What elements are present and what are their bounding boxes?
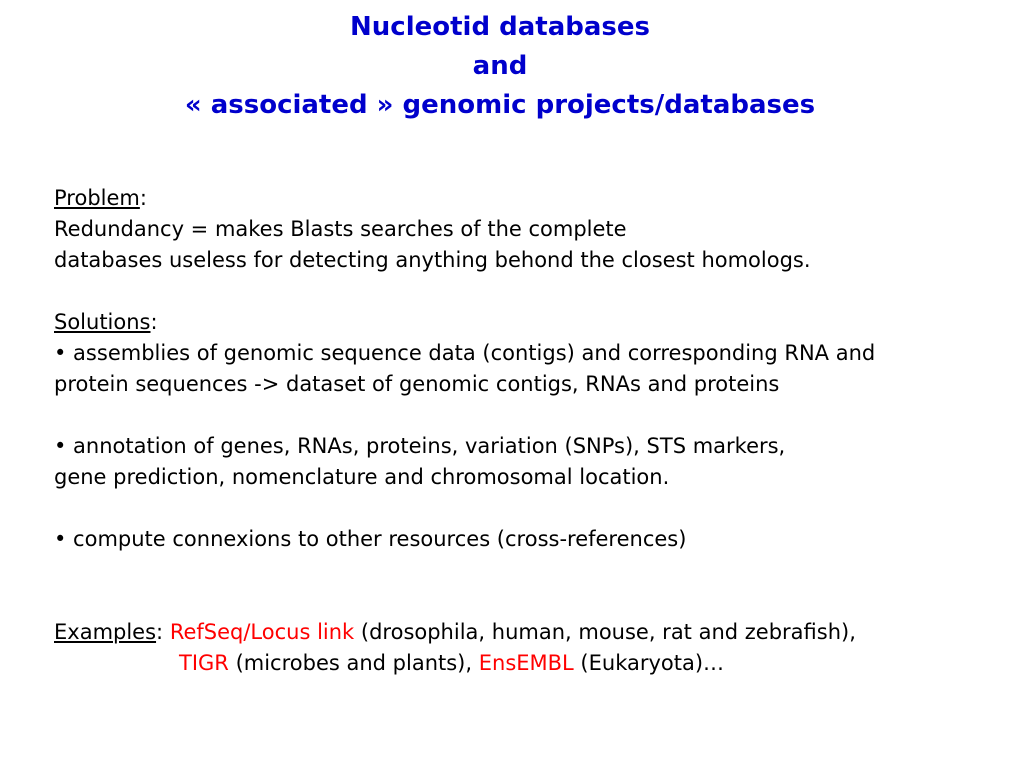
problem-line-1: Redundancy = makes Blasts searches of the complete xyxy=(54,217,627,241)
problem-colon: : xyxy=(139,186,147,210)
title-line-2: and xyxy=(472,51,528,81)
slide-body xyxy=(54,183,1014,679)
solution-bullet-3: • compute connexions to other resources (cross-references) xyxy=(54,527,687,551)
title-line-1: Nucleotid databases xyxy=(350,12,650,42)
problem-heading xyxy=(54,183,1014,214)
ensembl-link: EnsEMBL xyxy=(478,651,574,675)
tigr-description: (microbes and plants), xyxy=(228,651,479,675)
problem-label: Problem xyxy=(54,186,140,210)
solution-bullet-2-line-2: gene prediction, nomenclature and chromosomal location. xyxy=(54,465,670,489)
solutions-heading xyxy=(54,307,1014,338)
solution-bullet-1-line-1: • assemblies of genomic sequence data (contigs) and corresponding RNA and xyxy=(54,341,876,365)
examples-label: Examples xyxy=(54,620,157,644)
solutions-colon: : xyxy=(150,310,158,334)
solutions-label: Solutions xyxy=(54,310,151,334)
ensembl-description: (Eukaryota)… xyxy=(573,651,725,675)
examples-line-2 xyxy=(54,648,1014,679)
solution-bullet-2-line-1: • annotation of genes, RNAs, proteins, variation (SNPs), STS markers, xyxy=(54,434,786,458)
examples-line-1 xyxy=(54,617,1014,648)
problem-line-2: databases useless for detecting anything behond the closest homologs. xyxy=(54,248,811,272)
examples-colon: : xyxy=(156,620,170,644)
solution-bullet-1-line-2: protein sequences -> dataset of genomic contigs, RNAs and proteins xyxy=(54,372,780,396)
refseq-link: RefSeq/Locus link xyxy=(169,620,355,644)
refseq-description: (drosophila, human, mouse, rat and zebrafish), xyxy=(354,620,856,644)
title-line-3: « associated » genomic projects/databases xyxy=(184,90,816,120)
tigr-link: TIGR xyxy=(179,651,229,675)
slide-title xyxy=(0,8,1000,125)
